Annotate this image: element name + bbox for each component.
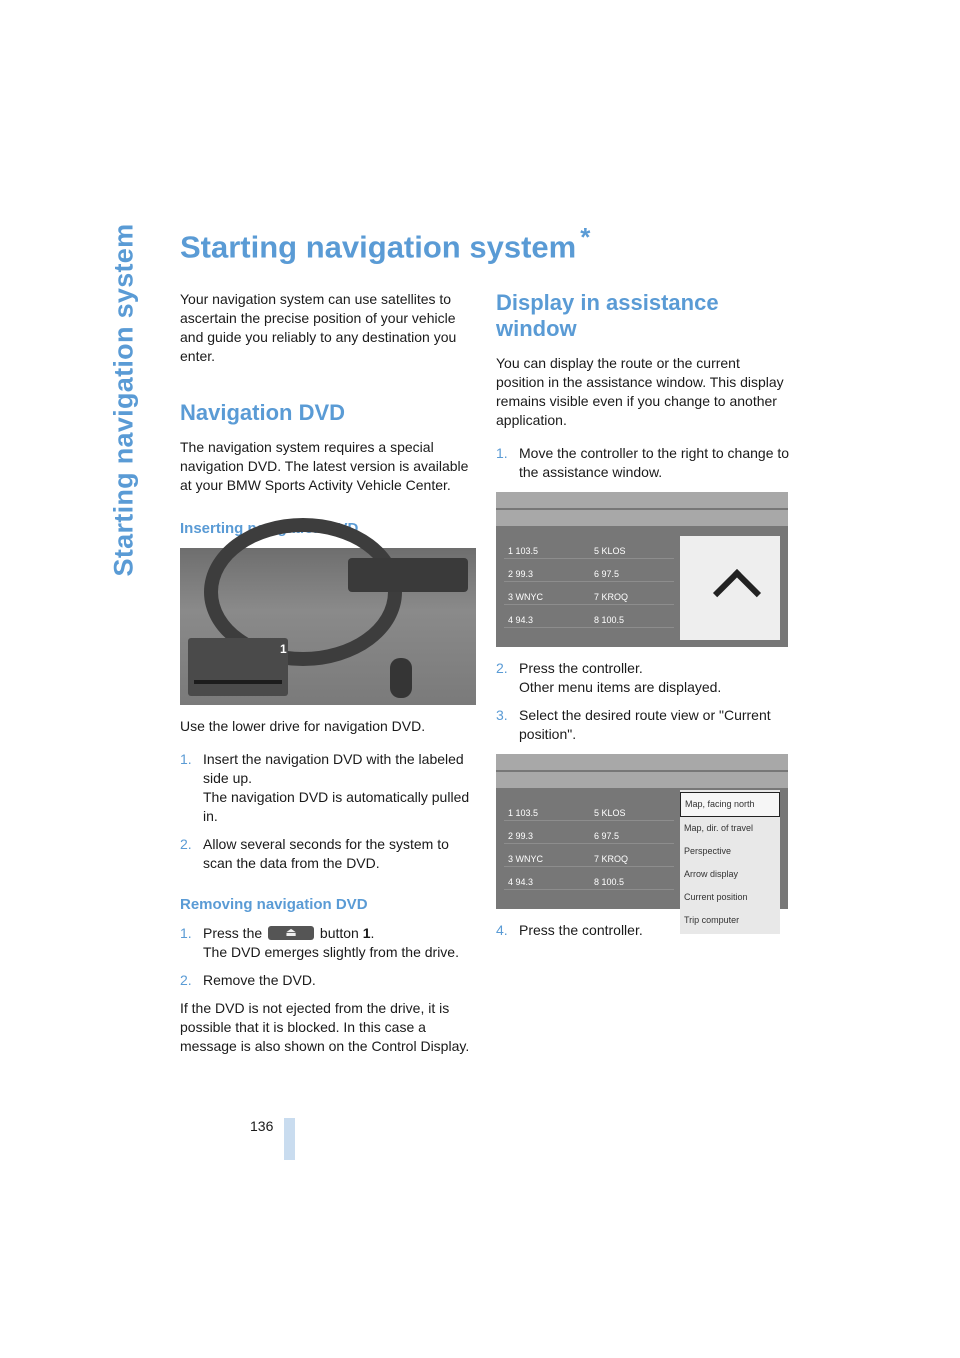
insert-step-2 [180, 835, 475, 873]
step-number: 2. [180, 972, 192, 988]
station-cell: 8 100.5 [594, 877, 625, 887]
station-row [504, 582, 674, 605]
assist-step-1 [496, 444, 791, 482]
removing-dvd-heading: Removing navigation DVD [180, 896, 368, 913]
station-cell: 6 97.5 [594, 569, 620, 579]
station-cell: 1 103.5 [508, 808, 539, 818]
radio-unit [188, 638, 288, 696]
station-cell: 2 99.3 [508, 569, 534, 579]
screen-top-bar [496, 492, 788, 508]
step-sub-text: The DVD emerges slightly from the drive. [203, 944, 459, 960]
route-view-menu-screenshot [496, 754, 788, 925]
step-number: 1. [496, 445, 508, 461]
assistance-panel [680, 536, 780, 640]
page-number: 136 [250, 1118, 274, 1134]
station-cell: 1 103.5 [508, 546, 539, 556]
dvd-slot [194, 680, 282, 684]
menu-item-current-position: Current position [684, 892, 748, 902]
station-cell: 4 94.3 [508, 615, 534, 625]
step-text [519, 659, 791, 697]
step-number: 2. [180, 836, 192, 852]
assistance-window-screenshot [496, 492, 788, 647]
station-cell: 3 WNYC [508, 854, 544, 864]
page-number-bar [284, 1118, 295, 1160]
optional-equipment-mark: * [580, 222, 591, 252]
menu-item-map-facing-north: Map, facing north [680, 792, 780, 817]
eject-button-icon [268, 926, 314, 940]
station-cell: 7 KROQ [594, 592, 629, 602]
station-cell: 8 100.5 [594, 615, 625, 625]
screen-presets-bar [496, 510, 788, 526]
screen-presets-bar [496, 772, 788, 788]
step-number: 3. [496, 707, 508, 723]
step-sub-text: Other menu items are displayed. [519, 679, 722, 695]
station-cell: 7 KROQ [594, 854, 629, 864]
insert-step-1 [180, 750, 475, 826]
step-text: Remove the DVD. [203, 972, 316, 988]
assist-step-2 [496, 659, 791, 697]
left-column [180, 290, 475, 1070]
page-title [180, 222, 590, 265]
remove-step-2 [180, 971, 475, 990]
intro-paragraph: Your navigation system can use satellites to ascertain the precise position of your vehicle and guide you reliably to any destination you enter. [180, 291, 457, 364]
menu-item-map-dir-of-travel: Map, dir. of travel [684, 823, 754, 833]
station-cell: 5 KLOS [594, 546, 626, 556]
step-text: Move the controller to the right to change to the assistance window. [519, 445, 790, 480]
menu-item-trip-computer: Trip computer [684, 915, 740, 925]
step-text: Press the ⏏ button 1. The DVD emerges slightly from the drive. [203, 924, 475, 962]
gear-lever [390, 658, 412, 698]
step-text [203, 750, 475, 826]
step-number: 4. [496, 922, 508, 938]
step-main-text: Press the controller. [519, 660, 643, 676]
station-cell: 6 97.5 [594, 831, 620, 841]
button-reference: 1 [362, 925, 371, 941]
navigation-dvd-heading: Navigation DVD [180, 400, 346, 425]
lower-drive-note: Use the lower drive for navigation DVD. [180, 718, 426, 734]
step-main-text: Insert the navigation DVD with the labeled side up. [203, 751, 464, 786]
right-column [496, 290, 791, 949]
station-row [504, 605, 674, 628]
section-side-title: Starting navigation system [108, 223, 139, 577]
step-pre-text: Press the [203, 925, 263, 941]
station-row [504, 536, 674, 559]
page-title-text: Starting navigation system [180, 229, 577, 265]
station-cell: 5 KLOS [594, 808, 626, 818]
figure-callout: 1 [280, 642, 287, 656]
inserting-dvd-heading: Inserting navigation DVD [180, 520, 359, 537]
step-sub-text: The navigation DVD is automatically pulled in. [203, 789, 470, 824]
step-post-text: button [319, 925, 359, 941]
step-number: 1. [180, 751, 192, 767]
step-text: Press the controller. [519, 922, 643, 938]
station-row [504, 798, 674, 821]
console-photo [180, 548, 476, 705]
assist-step-3 [496, 706, 791, 744]
station-list [504, 798, 674, 890]
station-cell: 2 99.3 [508, 831, 534, 841]
navigation-dvd-paragraph: The navigation system requires a special navigation DVD. The latest version is available at your BMW Sports Activity Vehicle Center. [180, 439, 469, 493]
screen-top-bar [496, 754, 788, 770]
menu-item-arrow-display: Arrow display [684, 869, 739, 879]
station-cell: 4 94.3 [508, 877, 534, 887]
blocked-dvd-paragraph: If the DVD is not ejected from the drive, it is possible that it is blocked. In this case a message is also shown on the Control Display. [180, 1000, 470, 1054]
dashboard-vent [348, 558, 468, 592]
step-text: Select the desired route view or "Current position". [519, 707, 771, 742]
remove-step-1 [180, 924, 475, 962]
route-view-menu [680, 790, 780, 934]
turn-arrow-icon [713, 569, 761, 617]
station-cell: 3 WNYC [508, 592, 544, 602]
station-row [504, 867, 674, 890]
station-row [504, 559, 674, 582]
station-list [504, 536, 674, 628]
step-text: Allow several seconds for the system to scan the data from the DVD. [203, 836, 449, 871]
step-number: 1. [180, 925, 192, 941]
assistance-window-heading: Display in assistance window [496, 290, 719, 341]
assistance-intro: You can display the route or the current position in the assistance window. This display remains visible even if you change to another application. [496, 355, 784, 428]
station-row [504, 821, 674, 844]
step-number: 2. [496, 660, 508, 676]
section-side-tab [98, 180, 150, 620]
station-row [504, 844, 674, 867]
menu-item-perspective: Perspective [684, 846, 732, 856]
